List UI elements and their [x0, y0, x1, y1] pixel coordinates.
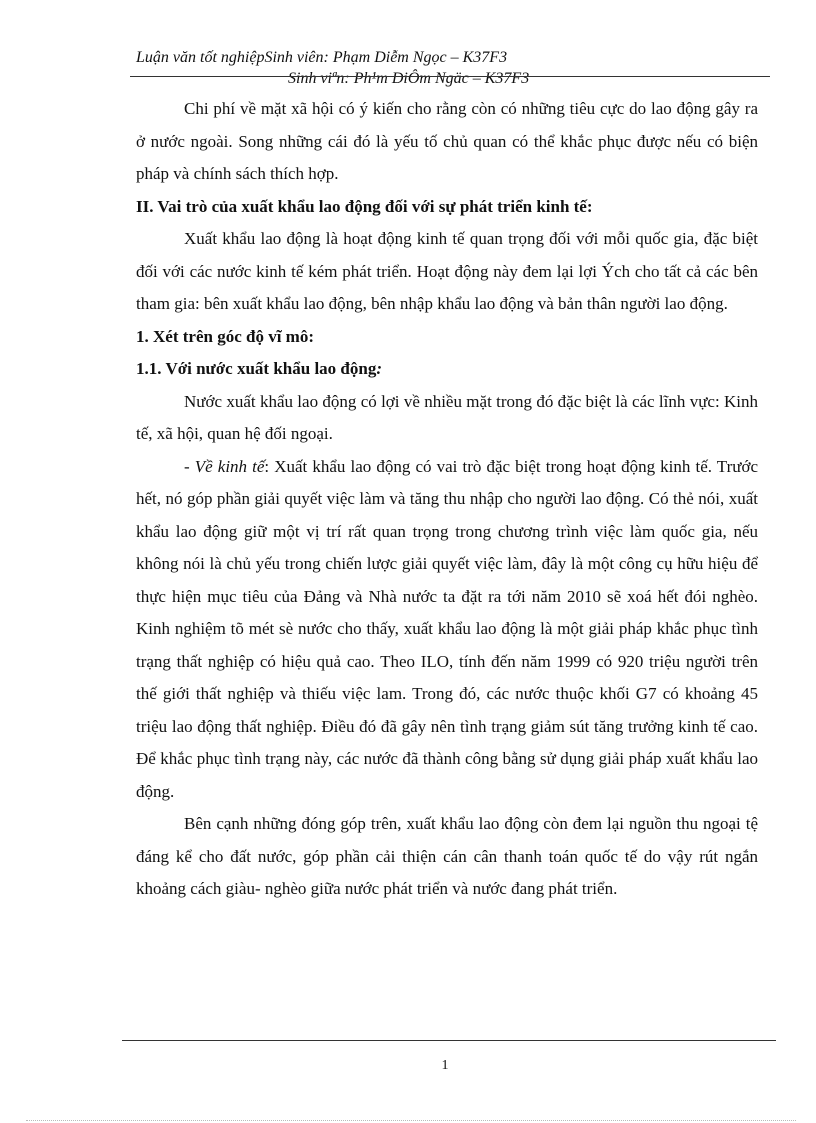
economic-label: Về kinh tế	[194, 456, 265, 476]
footer-rule	[122, 1040, 776, 1041]
subsection-heading-1-1-text: 1.1. Với nước xuất khẩu lao động	[136, 359, 377, 378]
page-number: 1	[441, 1058, 449, 1073]
paragraph-foreign-currency: Bên cạnh những đóng góp trên, xuất khẩu lao động còn đem lại nguồn thu ngoại tệ đáng kể cho đất nước, góp phần cải thiện cán cân thanh toán quốc tế do vậy rút ngắn khoảng cách giàu- nghèo giữa nước phát triển và nước đang phát triển.	[136, 814, 758, 898]
paragraph-role-overview: Xuất khẩu lao động là hoạt động kinh tế quan trọng đối với mỗi quốc gia, đặc biệt đối với các nước kinh tế kém phát triển. Hoạt động này đem lại lợi Ých cho tất cả các bên tham gia: bên xuất khẩu lao động, bên nhập khẩu lao động và bản thân người lao động.	[136, 229, 758, 313]
header-rule	[130, 76, 770, 77]
subsection-heading-1-1	[136, 353, 758, 386]
economic-text: : Xuất khẩu lao động có vai trò đặc biệt trong hoạt động kinh tế. Trước hết, nó góp phần giải quyết việc làm và tăng thu nhập cho người lao động. Có thẻ nói, xuất khẩu lao động giữ một vị trí rất quan trọng trong chương trình việc làm quốc gia, nếu không nói là chủ yếu trong chiến lược giải quyết việc làm, đây là một công cụ hữu hiệu để thực hiện mục tiêu của Đảng và Nhà nước ta đặt ra tới năm 2010 sẽ xoá hết đói nghèo. Kinh nghiệm tõ mét sè nước cho thấy, xuất khẩu lao động là một giải pháp khắc phục tình trạng thất nghiệp có hiệu quả cao. Theo ILO, tính đến năm 1999 có 920 triệu người trên thế giới thất nghiệp và thiếu việc lam. Trong đó, các nước thuộc khối G7 có khoảng 45 triệu lao động thất nghiệp. Điều đó đã gây nên tình trạng giảm sút tăng trưởng kinh tế cao. Để khắc phục tình trạng này, các nước đã thành công bằng sử dụng giải pháp xuất khẩu lao động.	[136, 456, 758, 801]
running-header-garbled: Sinh viªn: Ph¹m DiÔm Ngäc – K37F3	[288, 70, 530, 87]
subsection-heading-1: 1. Xét trên góc độ vĩ mô:	[136, 326, 314, 346]
paragraph-benefits: Nước xuất khẩu lao động có lợi về nhiều mặt trong đó đặc biệt là các lĩnh vực: Kinh tế, xã hội, quan hệ đối ngoại.	[136, 391, 758, 443]
paragraph-economic-role	[136, 451, 758, 809]
running-header: Luận văn tốt nghiệpSinh viên: Phạm Diễm Ngọc – K37F3	[136, 49, 508, 66]
page-body	[136, 93, 758, 906]
bullet-dash: -	[184, 456, 195, 476]
paragraph-social-costs: Chi phí về mặt xã hội có ý kiến cho rằng còn có những tiêu cực do lao động gây ra ở nước ngoài. Song những cái đó là yếu tố chủ quan có thể khắc phục được nếu có biện pháp và chính sách thích hợp.	[136, 99, 758, 183]
page-bottom-border	[26, 1120, 796, 1121]
section-heading-ii: II. Vai trò của xuất khẩu lao động đối với sự phát triển kinh tế:	[136, 196, 593, 216]
subsection-heading-1-1-colon: :	[376, 359, 383, 378]
